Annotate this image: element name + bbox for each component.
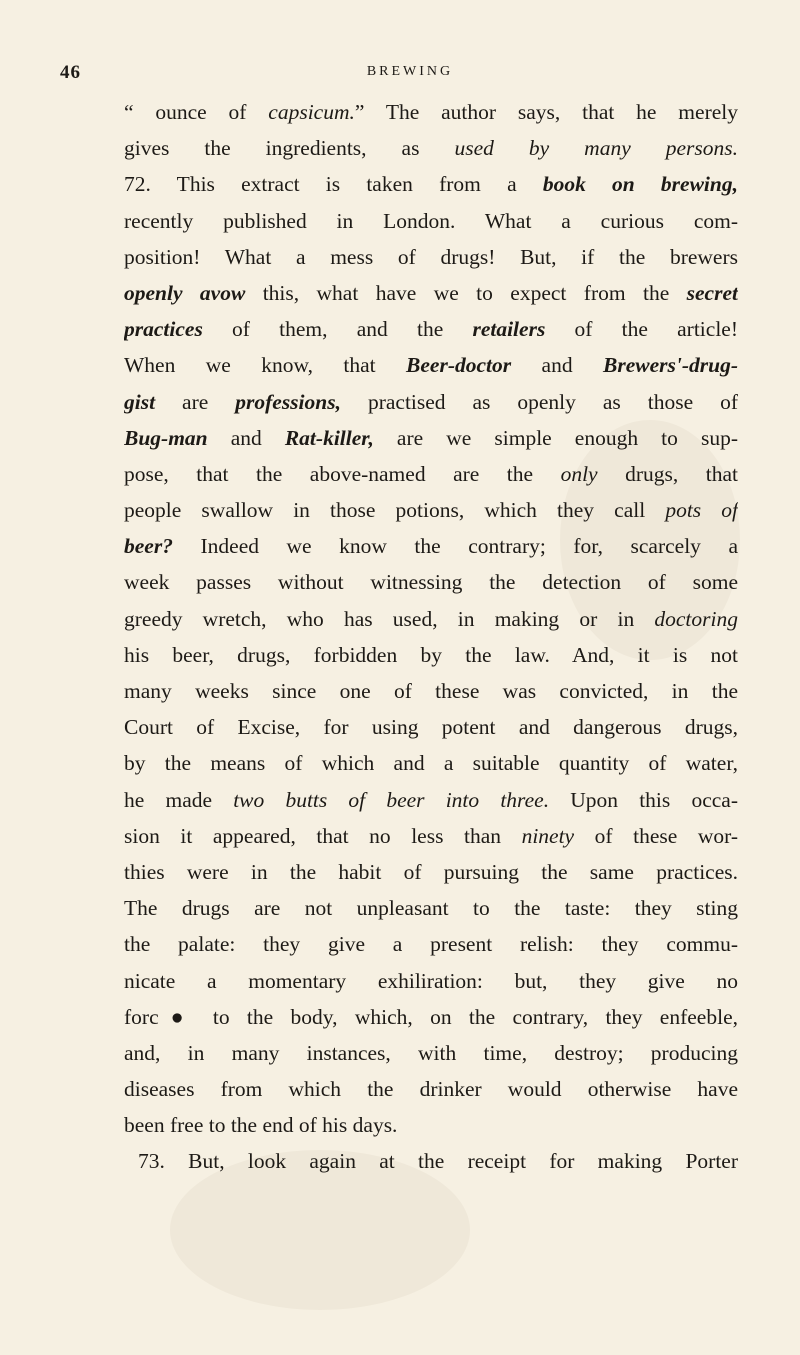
text-run: been free to the end of his days. xyxy=(124,1113,398,1138)
emphasis-text: only xyxy=(560,461,598,486)
emphasis-text: professions, xyxy=(235,389,341,414)
text-line xyxy=(124,239,738,275)
emphasis-text: openly avow xyxy=(124,280,246,305)
text-run: Indeed we know the contrary; for, scarcely a xyxy=(172,534,738,559)
text-line xyxy=(124,384,738,420)
text-run: this, what have we to expect from the xyxy=(245,280,687,305)
text-run: are xyxy=(155,389,236,414)
emphasis-text: Bug-man xyxy=(124,425,208,450)
text-line xyxy=(124,528,738,564)
text-run: 73. But, look again at the receipt for making Porter xyxy=(138,1149,738,1174)
text-line xyxy=(124,420,738,456)
text-run: sion it appeared, that no less than xyxy=(124,823,522,848)
text-line xyxy=(124,1035,738,1071)
emphasis-text: gist xyxy=(124,389,156,414)
text-line xyxy=(124,673,738,709)
emphasis-text: capsicum. xyxy=(268,100,355,124)
text-line xyxy=(124,1071,738,1107)
text-run: and, in many instances, with time, destroy; producing xyxy=(124,1040,738,1065)
text-run: by the means of which and a suitable quantity of water, xyxy=(124,751,738,776)
emphasis-text: book on brewing, xyxy=(542,172,738,197)
emphasis-text: two butts of beer into three. xyxy=(233,787,550,812)
running-title: BREWING xyxy=(366,64,454,79)
text-line xyxy=(124,130,738,166)
text-run: greedy wretch, who has used, in making or in xyxy=(124,606,655,631)
text-line xyxy=(124,601,738,637)
text-line xyxy=(124,94,738,130)
text-run: and xyxy=(511,353,604,378)
text-line xyxy=(124,999,738,1035)
page-number: 46 xyxy=(60,62,81,83)
text-run: gives the ingredients, as xyxy=(124,136,455,161)
text-line xyxy=(124,492,738,528)
text-run: nicate a momentary exhiliration: but, they give no xyxy=(124,968,738,993)
text-line xyxy=(124,564,738,600)
text-run: thies were in the habit of pursuing the same practices. xyxy=(124,859,738,884)
text-run: When we know, that xyxy=(124,353,407,378)
text-line xyxy=(124,1143,738,1179)
text-run: “ ounce of xyxy=(124,100,269,124)
text-run: The drugs are not unpleasant to the taste: they sting xyxy=(124,896,738,921)
emphasis-text: ninety xyxy=(521,823,575,848)
text-run: week passes without witnessing the detection of some xyxy=(124,570,738,595)
text-run: practised as openly as those of xyxy=(340,389,738,414)
text-run: many weeks since one of these was convicted, in the xyxy=(124,679,738,703)
text-line xyxy=(124,709,738,745)
text-run: of the article! xyxy=(545,317,738,342)
text-line xyxy=(124,745,738,781)
text-line xyxy=(124,818,738,854)
text-run: of these wor- xyxy=(574,823,738,848)
text-run: drugs, that xyxy=(597,461,738,486)
emphasis-text: doctoring xyxy=(654,606,738,631)
text-run: of them, and the xyxy=(202,317,473,342)
text-line xyxy=(124,203,738,239)
text-line xyxy=(124,890,738,926)
text-run: Court of Excise, for using potent and dangerous drugs, xyxy=(124,715,738,740)
emphasis-text: Beer-doctor xyxy=(406,353,512,378)
emphasis-text: beer? xyxy=(124,534,173,559)
emphasis-text: secret xyxy=(686,280,738,305)
text-line xyxy=(124,347,738,383)
emphasis-text: used by many persons. xyxy=(454,136,738,161)
text-run: the palate: they give a present relish: they commu- xyxy=(124,932,738,957)
body-text xyxy=(124,94,738,1180)
text-line xyxy=(124,926,738,962)
emphasis-text: practices xyxy=(124,317,203,342)
text-line xyxy=(124,963,738,999)
text-run: forc● to the body, which, on the contrary, they enfeeble, xyxy=(124,1004,738,1029)
text-run: recently published in London. What a curious com- xyxy=(124,208,738,233)
text-run: are we simple enough to sup- xyxy=(373,425,738,450)
text-line xyxy=(124,1107,738,1143)
text-line xyxy=(124,782,738,818)
text-run: pose, that the above-named are the xyxy=(124,461,561,486)
text-run: he made xyxy=(124,787,234,812)
text-run: Upon this occa- xyxy=(549,787,738,812)
text-line xyxy=(124,854,738,890)
page-header xyxy=(60,62,760,86)
emphasis-text: pots of xyxy=(665,498,738,523)
text-line xyxy=(124,456,738,492)
text-line xyxy=(124,311,738,347)
text-run: his beer, drugs, forbidden by the law. And, it is not xyxy=(124,642,738,667)
emphasis-text: retailers xyxy=(472,317,546,342)
emphasis-text: Brewers'-drug- xyxy=(603,353,738,378)
emphasis-text: Rat-killer, xyxy=(284,425,374,450)
text-line xyxy=(124,275,738,311)
text-run: position! What a mess of drugs! But, if the brewers xyxy=(124,244,738,269)
text-run: and xyxy=(207,425,285,450)
text-line xyxy=(124,637,738,673)
text-run: 72. This extract is taken from a xyxy=(124,172,543,197)
text-run: people swallow in those potions, which they call xyxy=(124,498,666,523)
text-run: ” The author says, that he merely xyxy=(354,100,738,124)
text-run: diseases from which the drinker would otherwise have xyxy=(124,1077,738,1102)
text-line xyxy=(124,166,738,202)
